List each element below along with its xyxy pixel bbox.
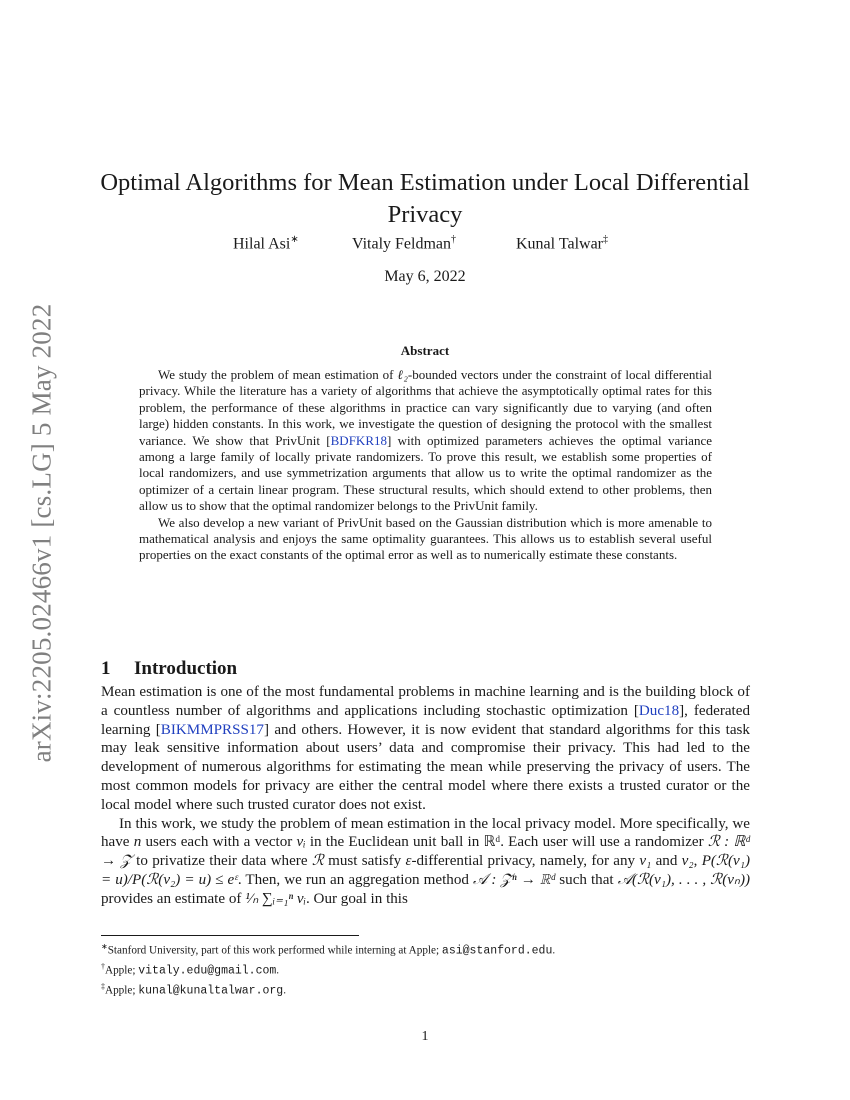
- footnote-2: [101, 959, 750, 979]
- author-mark: ‡: [603, 234, 608, 245]
- text-run: Mean estimation is one of the most fundamental problems in machine learning and is the building block of a countless number of algorithms and applications including stochastic optimization [: [101, 684, 750, 719]
- text-run: . Our goal in this: [306, 890, 408, 907]
- math-inline: ¹⁄ₙ ∑ᵢ₌₁ⁿ vᵢ: [245, 890, 306, 907]
- footnote-text: .: [276, 964, 280, 977]
- abstract-paragraph-1: [139, 367, 712, 515]
- page-number: 1: [421, 1029, 429, 1044]
- text-run: . Then, we run an aggregation method: [237, 871, 473, 888]
- footnote-mark: †: [101, 962, 105, 972]
- footnotes: [101, 939, 750, 1000]
- footnote-text: Apple;: [105, 964, 139, 977]
- text-run: provides an estimate of: [101, 890, 246, 907]
- text-run: to privatize their data where: [131, 853, 312, 870]
- section-body: [101, 683, 750, 909]
- text-run: must satisfy: [323, 853, 406, 870]
- text-run: users each with a vector: [141, 834, 297, 851]
- footnote-text: Stanford University, part of this work performed while interning at Apple;: [107, 944, 442, 957]
- section-number: 1: [101, 657, 111, 679]
- math-inline: ε: [405, 853, 412, 870]
- math-inline: 𝒜 : 𝒵ⁿ → ℝᵈ: [472, 871, 556, 888]
- footnote-divider: [101, 935, 359, 936]
- footnote-mark: ‡: [101, 982, 105, 992]
- math-inline: v₂: [681, 853, 694, 870]
- author-1: [233, 234, 299, 253]
- citation-link[interactable]: BIKMMPRSS17: [160, 721, 264, 738]
- footnote-text: Apple;: [105, 985, 139, 998]
- math-inline: ℛ: [311, 853, 324, 870]
- footnote-1: [101, 939, 750, 959]
- text-run: ], federated learning [: [101, 702, 750, 738]
- math-inline: vᵢ: [296, 834, 306, 851]
- text-run: -differential privacy, namely, for any: [411, 853, 640, 870]
- footnote-3: [101, 979, 750, 999]
- text-run: such that: [555, 871, 618, 888]
- math-inline: 𝒜(ℛ(v₁), . . . , ℛ(vₙ)): [617, 871, 751, 888]
- text-run: In this work, we study the problem of mean estimation in the local privacy model. More specifically, we have: [101, 815, 750, 851]
- paper-title: Optimal Algorithms for Mean Estimation under Local Differential Privacy: [100, 169, 750, 229]
- text-run: -bounded vectors under the constraint of local differential privacy. While the literature has a variety of algorithms that achieve the asymptotically optimal rates for this problem, the performance of these algorithms in practice can vary significantly due to varying (and often large) hidden constants. In this work, we investigate the question of designing the protocol with the smallest variance. We show that PrivUnit [: [139, 367, 712, 448]
- abstract-paragraph-2: We also develop a new variant of PrivUnit based on the Gaussian distribution which is more amenable to mathematical analysis and enjoys the same optimality guarantees. This allows us to establish several useful properties on the exact constants of the optimal error as well as to numerically estimate these constants.: [139, 514, 712, 563]
- email-link[interactable]: asi@stanford.edu: [441, 944, 553, 958]
- text-run: ,: [693, 853, 702, 870]
- text-run: in the Euclidean unit ball in: [305, 834, 484, 851]
- section-heading: [101, 658, 237, 680]
- footnote-text: .: [283, 985, 286, 998]
- footnote-mark: ∗: [101, 942, 108, 951]
- math-inline: v₁: [639, 853, 652, 870]
- text-run: ] with optimized parameters achieves the optimal variance among a large family of locally private randomizers. To prove this result, we establish some properties of local randomizers, and use symmetrization arguments that allow us to write the optimal randomizer as the optimizer of a certain linear program. These structural results, which should extend to other problems, then allow us to show that the optimal randomizer belongs to the PrivUnit family.: [139, 432, 712, 514]
- author-name: Hilal Asi: [233, 235, 291, 253]
- abstract-heading: Abstract: [400, 343, 450, 358]
- paper-date: May 6, 2022: [384, 268, 466, 285]
- author-name: Kunal Talwar: [516, 235, 603, 253]
- math-inline: ℛ : ℝᵈ → 𝒵: [101, 834, 750, 870]
- body-paragraph-1: [101, 683, 750, 815]
- author-mark: †: [451, 234, 457, 245]
- author-2: [352, 234, 456, 253]
- math-inline: P(ℛ(v₁) = u)/P(ℛ(v₂) = u) ≤ eᵋ: [101, 853, 750, 888]
- math-inline: ℝᵈ: [483, 834, 501, 851]
- email-link[interactable]: kunal@kunaltalwar.org: [138, 985, 284, 999]
- citation-link[interactable]: BDFKR18: [330, 432, 387, 448]
- text-run: ] and others. However, it is now evident that standard algorithms for this task may leak sensitive information about users’ data and compromise their privacy. This had led to the development of numerous algorithms for estimating the mean while preserving the privacy of users. The most common models for privacy are either the central model where there exists a trusted curator or the local model where such trusted curator does not exist.: [101, 721, 750, 813]
- author-name: Vitaly Feldman: [352, 235, 452, 253]
- citation-link[interactable]: Duc18: [638, 702, 680, 719]
- author-3: [516, 234, 608, 253]
- abstract-body: [139, 367, 712, 564]
- arxiv-identifier-stamp: [28, 293, 56, 773]
- body-paragraph-2: [101, 815, 750, 909]
- section-title: Introduction: [134, 657, 238, 679]
- email-link[interactable]: vitaly.edu@gmail.com: [138, 964, 277, 978]
- text-run: and: [651, 853, 682, 870]
- math-l2: ℓ₂: [397, 367, 408, 382]
- text-run: We study the problem of mean estimation of: [158, 367, 398, 382]
- author-mark: ∗: [290, 234, 299, 245]
- arxiv-identifier-text: arXiv:2205.02466v1 [cs.LG] 5 May 2022: [26, 303, 57, 763]
- math-inline: n: [133, 834, 142, 851]
- text-run: . Each user will use a randomizer: [500, 834, 708, 851]
- footnote-text: .: [552, 944, 556, 957]
